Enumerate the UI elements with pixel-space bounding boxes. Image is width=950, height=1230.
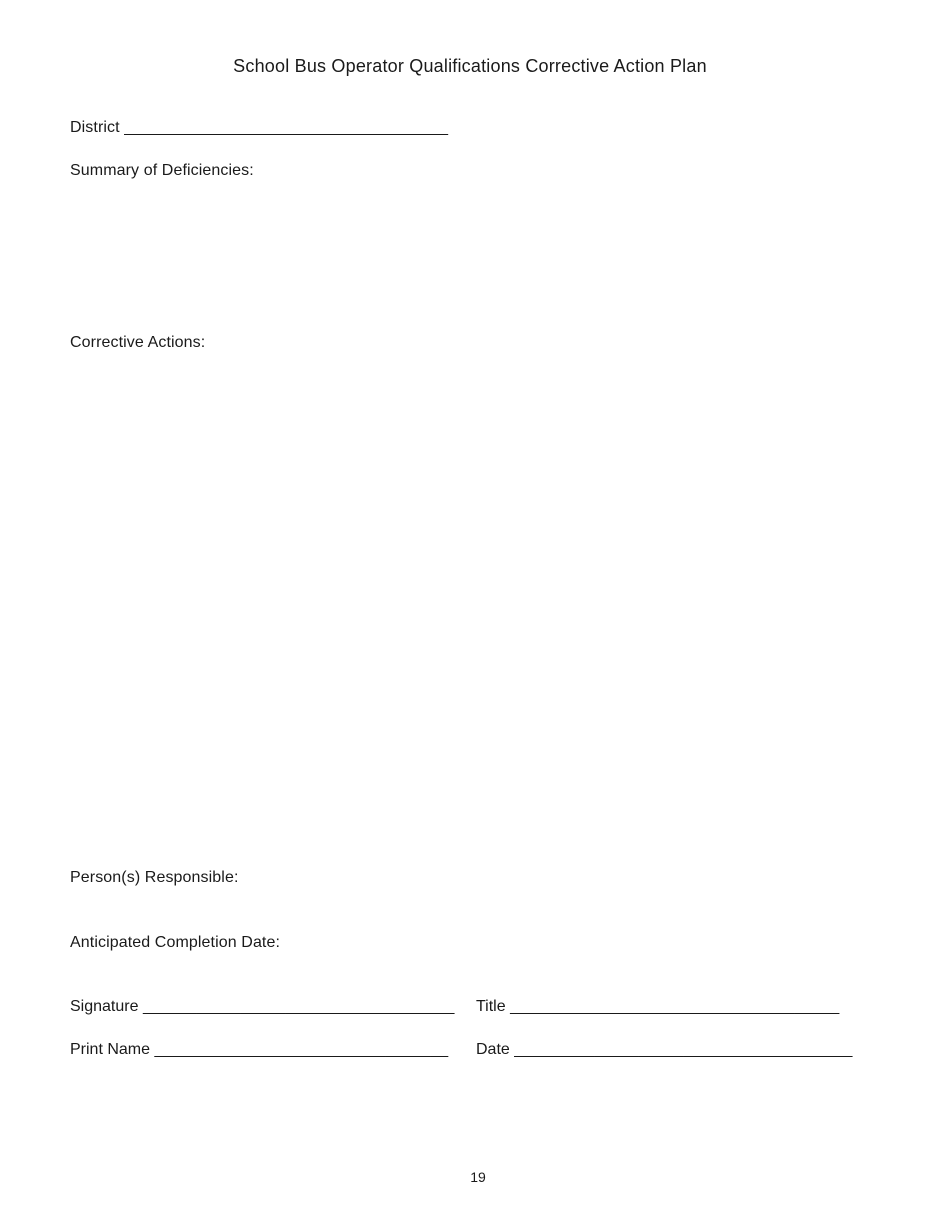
date-field: Date ______________________________________ xyxy=(476,1041,853,1058)
persons-responsible-label: Person(s) Responsible: xyxy=(70,869,239,886)
page-number: 19 xyxy=(470,1169,486,1185)
corrective-actions-label: Corrective Actions: xyxy=(70,334,206,351)
signature-field: Signature ___________________________________ xyxy=(70,998,455,1015)
title-field: Title _____________________________________ xyxy=(476,998,840,1015)
print-name-field: Print Name _________________________________ xyxy=(70,1041,449,1058)
anticipated-completion-date-label: Anticipated Completion Date: xyxy=(70,934,281,951)
page-title: School Bus Operator Qualifications Corrective Action Plan xyxy=(233,56,707,76)
district-field: District ____________________________________ xyxy=(70,119,449,136)
summary-of-deficiencies-label: Summary of Deficiencies: xyxy=(70,162,254,179)
